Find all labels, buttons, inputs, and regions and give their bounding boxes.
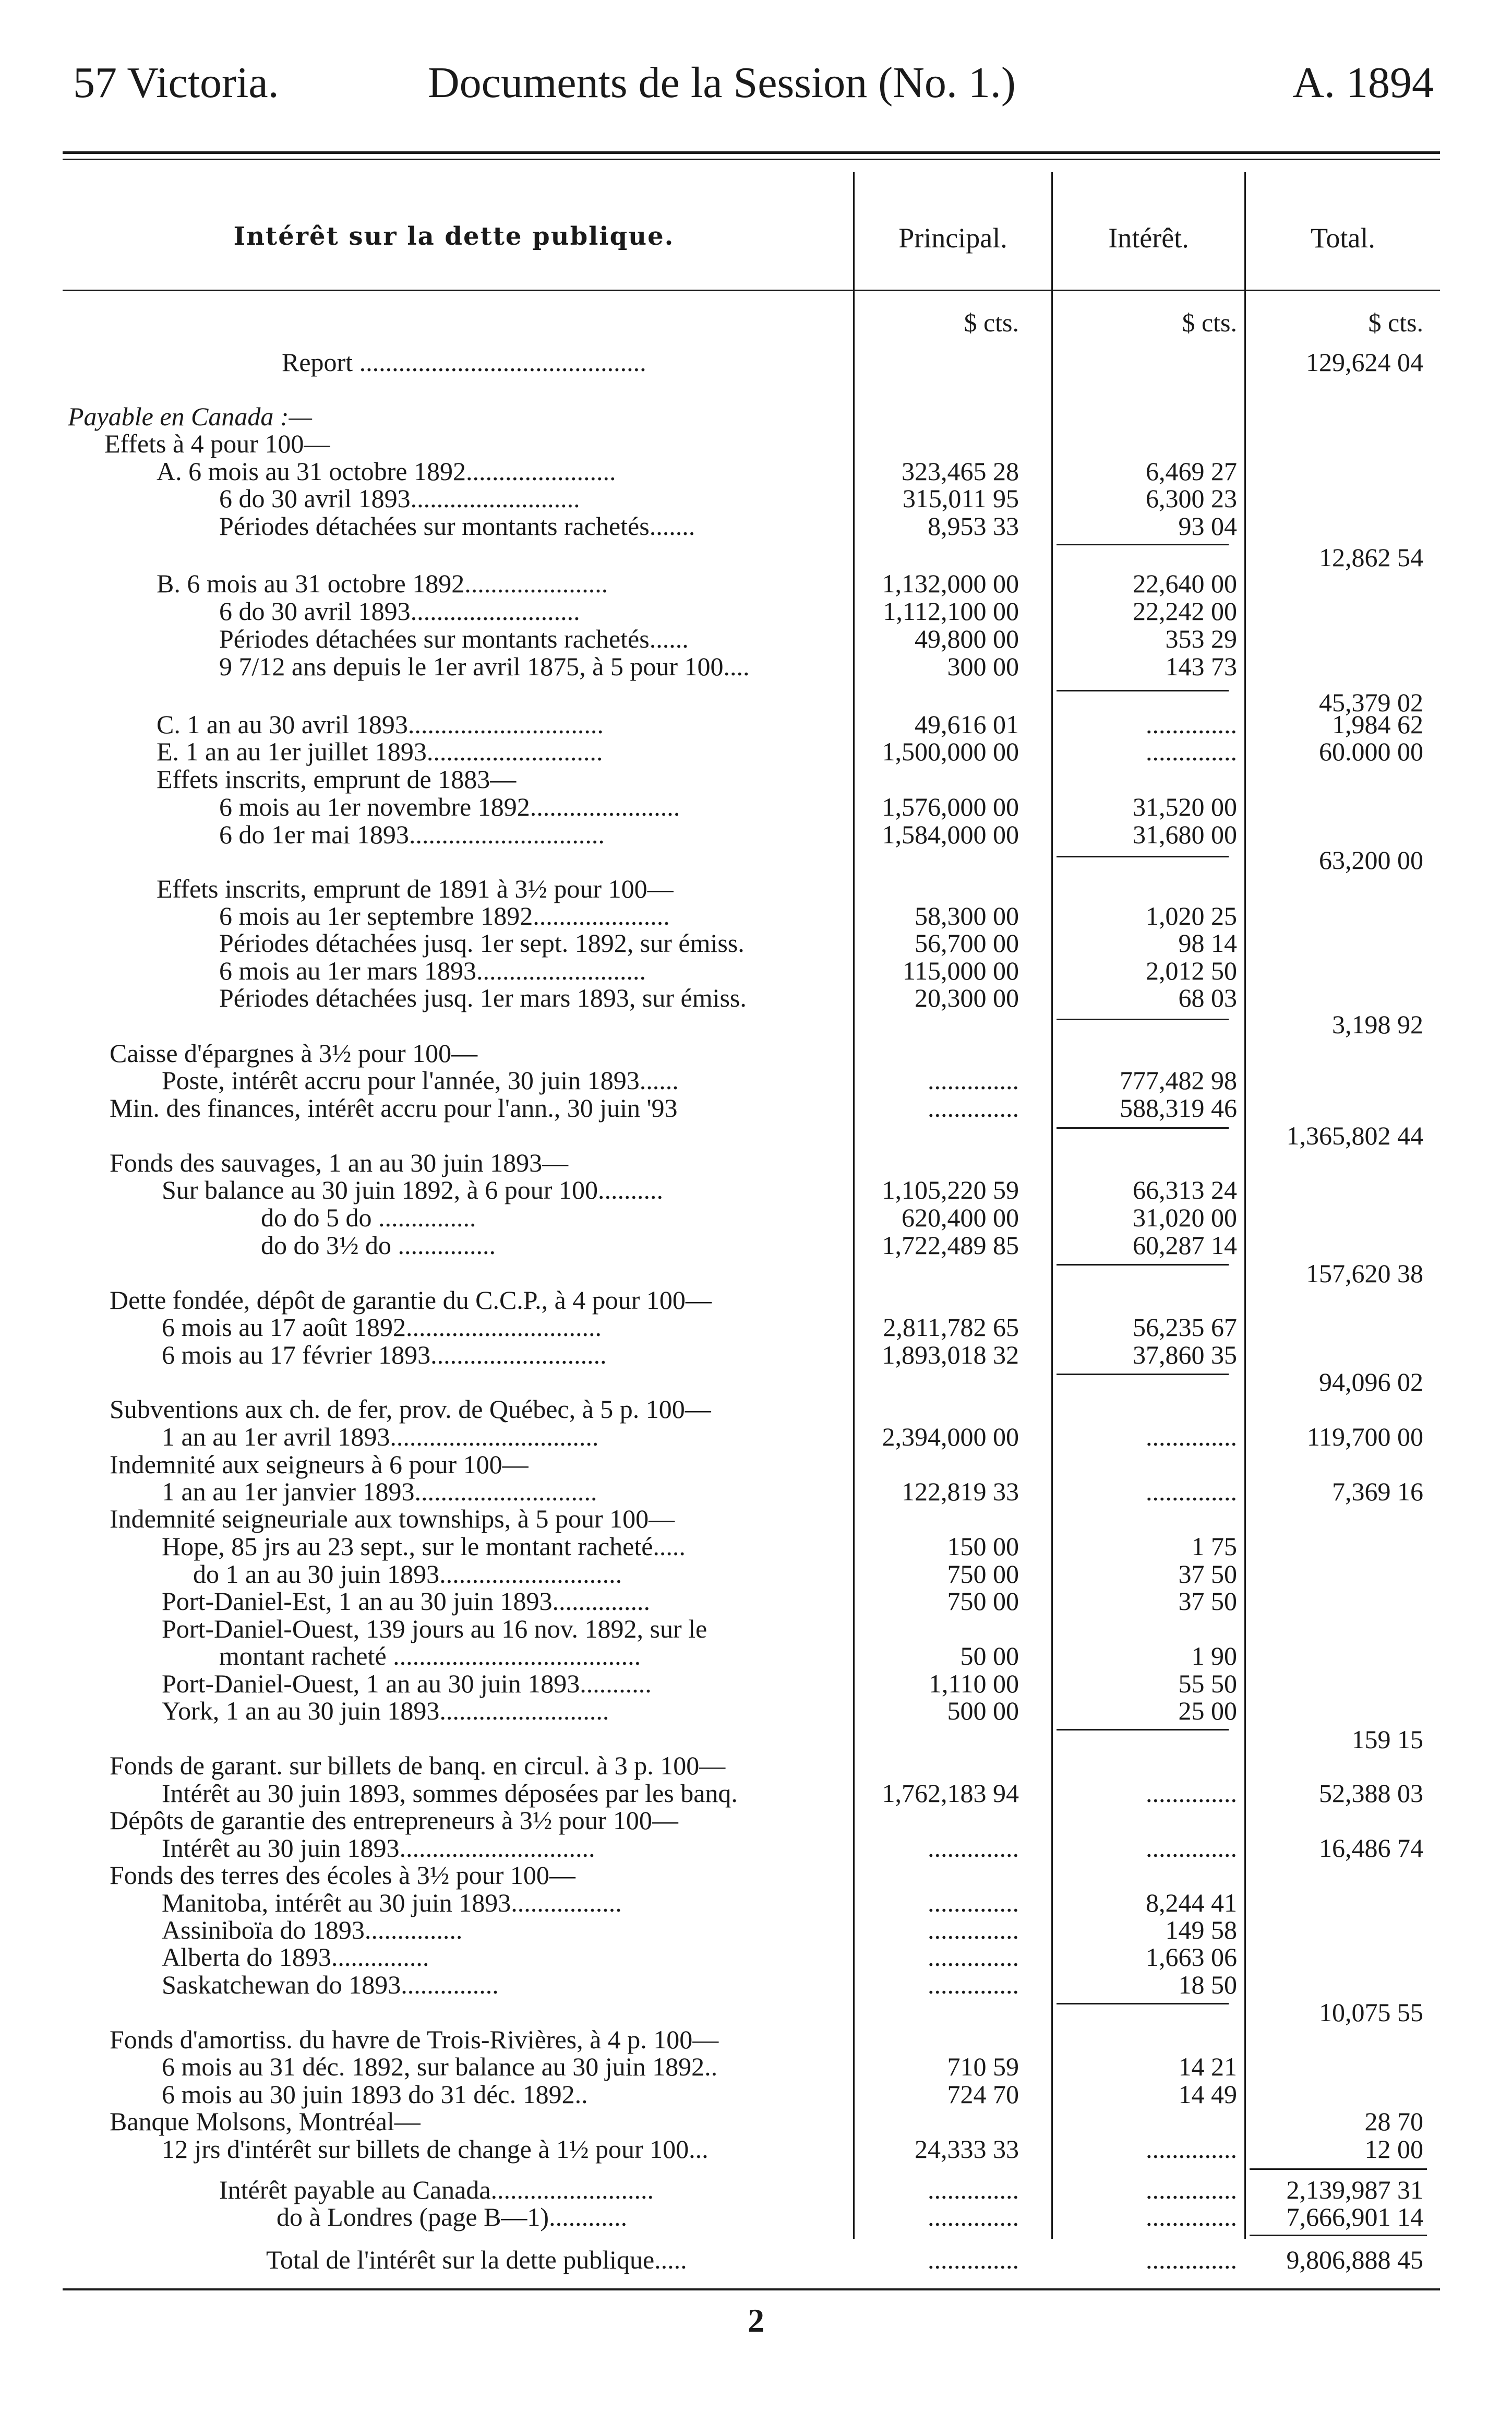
row-total: 7,666,901 14	[1286, 2202, 1423, 2231]
row-interet: 2,012 50	[1146, 956, 1237, 985]
row-interet: 31,020 00	[1133, 1203, 1237, 1232]
table-row	[0, 1259, 1512, 1288]
table-row	[0, 429, 1512, 458]
row-label: Alberta do 1893...............	[162, 1942, 429, 1972]
header-left: 57 Victoria.	[73, 58, 279, 107]
row-principal: 49,800 00	[915, 624, 1019, 653]
table-row	[0, 792, 1512, 821]
row-label: Report ............................................	[282, 348, 646, 377]
row-interet: 56,235 67	[1133, 1312, 1237, 1342]
table-row	[0, 596, 1512, 626]
unit-interet: $ cts.	[1182, 308, 1237, 337]
row-label: Indemnité aux seigneurs à 6 pour 100—	[110, 1450, 529, 1479]
row-principal: 8,953 33	[928, 511, 1019, 541]
row-total: 159 15	[1351, 1725, 1423, 1754]
row-interet: ..............	[1146, 1477, 1237, 1506]
row-label: Payable en Canada :—	[68, 402, 312, 431]
row-principal: 1,893,018 32	[882, 1340, 1019, 1369]
row-label: Périodes détachées sur montants rachetés......	[219, 624, 689, 653]
row-interet: 14 49	[1178, 2080, 1237, 2109]
row-total: 3,198 92	[1332, 1010, 1423, 1039]
row-label: Saskatchewan do 1893...............	[162, 1970, 499, 1999]
row-interet: 37 50	[1178, 1559, 1237, 1589]
table-row	[0, 765, 1512, 794]
row-interet: 93 04	[1178, 511, 1237, 541]
row-label: do 1 an au 30 juin 1893............................	[193, 1559, 622, 1589]
row-principal: 1,722,489 85	[882, 1231, 1019, 1260]
row-label: Intérêt payable au Canada.........................	[219, 2175, 654, 2204]
row-principal: 710 59	[947, 2052, 1019, 2081]
row-interet: ..............	[1146, 737, 1237, 766]
row-principal: 323,465 28	[902, 457, 1019, 486]
table-row	[0, 2052, 1512, 2081]
row-interet: 353 29	[1165, 624, 1237, 653]
row-principal: 49,616 01	[915, 710, 1019, 739]
row-total: 1,984 62	[1332, 710, 1423, 739]
table-row	[0, 1340, 1512, 1369]
row-interet: 1 75	[1191, 1532, 1237, 1561]
table-row	[0, 1285, 1512, 1315]
table-row	[0, 1532, 1512, 1561]
table-row	[0, 1725, 1512, 1754]
table-row	[0, 1669, 1512, 1698]
header-rule-top	[63, 151, 1440, 154]
row-label: E. 1 an au 1er juillet 1893...........................	[157, 737, 603, 766]
row-principal: 1,112,100 00	[883, 596, 1019, 626]
row-principal: 1,584,000 00	[882, 820, 1019, 849]
table-row	[0, 901, 1512, 930]
row-principal: 150 00	[947, 1532, 1019, 1561]
row-principal: 620,400 00	[902, 1203, 1019, 1232]
row-interet: 8,244 41	[1146, 1888, 1237, 1917]
table-row	[0, 2080, 1512, 2109]
table-title: Intérêt sur la dette publique.	[233, 222, 675, 251]
table-row	[0, 1039, 1512, 1068]
row-label: 1 an au 1er avril 1893................................	[162, 1422, 599, 1451]
row-label: Poste, intérêt accru pour l'année, 30 juin 1893......	[162, 1066, 679, 1095]
row-principal: ..............	[928, 1942, 1019, 1972]
table-row	[0, 2134, 1512, 2164]
row-principal: 1,110 00	[928, 1669, 1019, 1698]
row-label: Dépôts de garantie des entrepreneurs à 3½ pour 100—	[110, 1806, 678, 1835]
table-row	[0, 1641, 1512, 1670]
row-label: do à Londres (page B—1)............	[277, 2202, 628, 2231]
table-row	[0, 1504, 1512, 1533]
row-principal: ..............	[928, 2175, 1019, 2204]
row-principal: 115,000 00	[902, 956, 1019, 985]
row-total: 157,620 38	[1306, 1259, 1423, 1288]
row-principal: 1,105,220 59	[882, 1175, 1019, 1204]
header-rule-bottom	[63, 159, 1440, 160]
column-header-rule	[63, 290, 1440, 291]
table-row	[0, 457, 1512, 486]
row-interet: ..............	[1146, 2202, 1237, 2231]
row-label: A. 6 mois au 31 octobre 1892.......................	[157, 457, 616, 486]
row-label: Fonds d'amortiss. du havre de Trois-Rivières, à 4 p. 100—	[110, 2025, 719, 2054]
row-total: 28 70	[1364, 2107, 1423, 2136]
table-row	[0, 1942, 1512, 1972]
table-row	[0, 737, 1512, 766]
row-total: 52,388 03	[1319, 1779, 1423, 1808]
row-label: 6 do 30 avril 1893..........................	[219, 484, 580, 513]
row-label: 6 mois au 1er septembre 1892.....................	[219, 901, 670, 930]
row-total: 9,806,888 45	[1286, 2245, 1423, 2274]
table-row	[0, 1422, 1512, 1451]
row-label: Périodes détachées sur montants rachetés.......	[219, 511, 695, 541]
row-principal: 500 00	[947, 1696, 1019, 1725]
column-header-principal: Principal.	[898, 222, 1007, 254]
table-row	[0, 2107, 1512, 2136]
row-label: montant racheté ......................................	[219, 1641, 641, 1670]
row-label: Port-Daniel-Ouest, 1 an au 30 juin 1893...........	[162, 1669, 652, 1698]
row-total: 119,700 00	[1306, 1422, 1423, 1451]
table-row	[0, 402, 1512, 431]
row-label: do do 3½ do ...............	[261, 1231, 496, 1260]
row-interet: ..............	[1146, 2245, 1237, 2274]
table-row	[0, 1148, 1512, 1177]
table-row	[0, 928, 1512, 958]
row-principal: ..............	[928, 2202, 1019, 2231]
column-header-interet: Intérêt.	[1108, 222, 1189, 254]
table-row	[0, 1066, 1512, 1095]
row-label: B. 6 mois au 31 octobre 1892......................	[157, 569, 608, 598]
row-label: 9 7/12 ans depuis le 1er avril 1875, à 5 pour 100....	[219, 652, 750, 681]
row-label: Hope, 85 jrs au 23 sept., sur le montant racheté.....	[162, 1532, 686, 1561]
row-label: do do 5 do ...............	[261, 1203, 476, 1232]
row-principal: ..............	[928, 2245, 1019, 2274]
row-interet: ..............	[1146, 1833, 1237, 1863]
table-row	[0, 1477, 1512, 1506]
row-interet: 1,020 25	[1146, 901, 1237, 930]
row-interet: 68 03	[1178, 983, 1237, 1012]
row-label: Subventions aux ch. de fer, prov. de Québec, à 5 p. 100—	[110, 1394, 711, 1424]
row-total: 1,365,802 44	[1286, 1121, 1423, 1150]
table-row	[0, 1450, 1512, 1479]
bottom-rule	[63, 2288, 1440, 2290]
row-interet: 6,469 27	[1146, 457, 1237, 486]
row-principal: ..............	[928, 1833, 1019, 1863]
row-label: Fonds des terres des écoles à 3½ pour 100—	[110, 1860, 575, 1890]
row-label: Min. des finances, intérêt accru pour l'ann., 30 juin '93	[110, 1093, 678, 1123]
row-total: 7,369 16	[1332, 1477, 1423, 1506]
table-row	[0, 1367, 1512, 1397]
row-interet: 588,319 46	[1120, 1093, 1237, 1123]
table-row	[0, 1779, 1512, 1808]
table-row	[0, 1806, 1512, 1835]
row-label: 1 an au 1er janvier 1893............................	[162, 1477, 597, 1506]
row-interet: ..............	[1146, 2134, 1237, 2164]
table-row	[0, 2025, 1512, 2054]
row-principal: 1,762,183 94	[882, 1779, 1019, 1808]
page-number: 2	[748, 2302, 764, 2339]
row-total: 63,200 00	[1319, 845, 1423, 875]
table-row	[0, 652, 1512, 681]
header-right: A. 1894	[1292, 58, 1434, 107]
row-label: 6 mois au 17 août 1892..............................	[162, 1312, 602, 1342]
row-interet: 98 14	[1178, 928, 1237, 958]
row-principal: 122,819 33	[902, 1477, 1019, 1506]
row-total: 129,624 04	[1306, 348, 1423, 377]
table-row	[0, 2202, 1512, 2231]
row-label: Périodes détachées jusq. 1er mars 1893, sur émiss.	[219, 983, 747, 1012]
row-label: Effets inscrits, emprunt de 1883—	[157, 765, 517, 794]
row-label: Dette fondée, dépôt de garantie du C.C.P., à 4 pour 100—	[110, 1285, 712, 1315]
table-row	[0, 484, 1512, 513]
row-interet: 22,640 00	[1133, 569, 1237, 598]
table-row	[0, 1860, 1512, 1890]
row-label: 6 do 30 avril 1893..........................	[219, 596, 580, 626]
row-interet: 31,680 00	[1133, 820, 1237, 849]
table-row	[0, 348, 1512, 377]
row-principal: 1,576,000 00	[882, 792, 1019, 821]
row-label: Assiniboïa do 1893...............	[162, 1915, 463, 1944]
row-total: 16,486 74	[1319, 1833, 1423, 1863]
row-principal: 1,500,000 00	[882, 737, 1019, 766]
row-interet: 31,520 00	[1133, 792, 1237, 821]
row-interet: 66,313 24	[1133, 1175, 1237, 1204]
row-label: 6 mois au 17 février 1893...........................	[162, 1340, 607, 1369]
row-label: Intérêt au 30 juin 1893, sommes déposées par les banq.	[162, 1779, 738, 1808]
row-label: Caisse d'épargnes à 3½ pour 100—	[110, 1039, 478, 1068]
row-principal: ..............	[928, 1915, 1019, 1944]
table-row	[0, 1010, 1512, 1039]
table-row	[0, 1093, 1512, 1123]
row-interet: 18 50	[1178, 1970, 1237, 1999]
row-interet: 149 58	[1165, 1915, 1237, 1944]
row-interet: 6,300 23	[1146, 484, 1237, 513]
row-label: Manitoba, intérêt au 30 juin 1893.................	[162, 1888, 622, 1917]
table-row	[0, 2245, 1512, 2274]
row-label: Intérêt au 30 juin 1893..............................	[162, 1833, 595, 1863]
row-interet: 1 90	[1191, 1641, 1237, 1670]
table-row	[0, 624, 1512, 653]
row-interet: 37 50	[1178, 1586, 1237, 1616]
row-label: Banque Molsons, Montréal—	[110, 2107, 421, 2136]
row-label: Total de l'intérêt sur la dette publique.....	[266, 2245, 687, 2274]
table-row	[0, 1312, 1512, 1342]
row-principal: 2,394,000 00	[882, 1422, 1019, 1451]
row-principal: ..............	[928, 1093, 1019, 1123]
row-interet: 14 21	[1178, 2052, 1237, 2081]
row-interet: ..............	[1146, 1779, 1237, 1808]
column-header-total: Total.	[1311, 222, 1375, 254]
table-row	[0, 1696, 1512, 1725]
row-interet: 37,860 35	[1133, 1340, 1237, 1369]
table-row	[0, 1751, 1512, 1780]
row-interet: ..............	[1146, 1422, 1237, 1451]
row-interet: 22,242 00	[1133, 596, 1237, 626]
unit-principal: $ cts.	[964, 308, 1019, 337]
row-label: 6 mois au 31 déc. 1892, sur balance au 30 juin 1892..	[162, 2052, 718, 2081]
table-row	[0, 543, 1512, 572]
row-label: Périodes détachées jusq. 1er sept. 1892, sur émiss.	[219, 928, 745, 958]
row-principal: 724 70	[947, 2080, 1019, 2109]
row-principal: ..............	[928, 1970, 1019, 1999]
row-interet: ..............	[1146, 710, 1237, 739]
row-interet: 1,663 06	[1146, 1942, 1237, 1972]
row-principal: 750 00	[947, 1559, 1019, 1589]
row-label: Effets inscrits, emprunt de 1891 à 3½ pour 100—	[157, 874, 674, 903]
table-row	[0, 845, 1512, 875]
table-row	[0, 1998, 1512, 2027]
row-principal: ..............	[928, 1888, 1019, 1917]
row-interet: 25 00	[1178, 1696, 1237, 1725]
row-interet: ..............	[1146, 2175, 1237, 2204]
row-label: Port-Daniel-Est, 1 an au 30 juin 1893...............	[162, 1586, 650, 1616]
row-principal: 50 00	[960, 1641, 1019, 1670]
table-row	[0, 2175, 1512, 2204]
table-row	[0, 1970, 1512, 1999]
units-row	[0, 308, 1512, 337]
table-row	[0, 874, 1512, 903]
row-principal: 300 00	[947, 652, 1019, 681]
row-label: 6 mois au 1er mars 1893..........................	[219, 956, 646, 985]
row-principal: 1,132,000 00	[882, 569, 1019, 598]
row-label: Fonds des sauvages, 1 an au 30 juin 1893—	[110, 1148, 569, 1177]
table-row	[0, 1203, 1512, 1232]
row-label: Port-Daniel-Ouest, 139 jours au 16 nov. 1892, sur le	[162, 1614, 707, 1643]
row-principal: 24,333 33	[915, 2134, 1019, 2164]
row-total: 60.000 00	[1319, 737, 1423, 766]
row-label: 6 mois au 1er novembre 1892.......................	[219, 792, 680, 821]
row-interet: 55 50	[1178, 1669, 1237, 1698]
row-label: Sur balance au 30 juin 1892, à 6 pour 100..........	[162, 1175, 663, 1204]
table-row	[0, 569, 1512, 598]
row-principal: 2,811,782 65	[883, 1312, 1019, 1342]
table-row	[0, 1559, 1512, 1589]
row-label: C. 1 an au 30 avril 1893..............................	[157, 710, 604, 739]
table-row	[0, 983, 1512, 1012]
table-row	[0, 1614, 1512, 1643]
row-principal: 20,300 00	[915, 983, 1019, 1012]
unit-total: $ cts.	[1368, 308, 1423, 337]
table-row	[0, 1586, 1512, 1616]
total-rule	[1250, 2168, 1427, 2170]
table-row	[0, 1121, 1512, 1150]
row-principal: 750 00	[947, 1586, 1019, 1616]
row-total: 10,075 55	[1319, 1998, 1423, 2027]
row-principal: 58,300 00	[915, 901, 1019, 930]
table-row	[0, 710, 1512, 739]
table-row	[0, 956, 1512, 985]
row-label: York, 1 an au 30 juin 1893..........................	[162, 1696, 609, 1725]
table-row	[0, 1833, 1512, 1863]
row-total: 45,379 02	[1319, 688, 1423, 717]
table-row	[0, 820, 1512, 849]
table-row	[0, 1394, 1512, 1424]
table-row	[0, 1231, 1512, 1260]
row-interet: 143 73	[1165, 652, 1237, 681]
row-principal: ..............	[928, 1066, 1019, 1095]
table-row	[0, 1915, 1512, 1944]
row-label: 12 jrs d'intérêt sur billets de change à 1½ pour 100...	[162, 2134, 709, 2164]
header-center: Documents de la Session (No. 1.)	[428, 58, 1016, 107]
row-total: 12,862 54	[1319, 543, 1423, 572]
row-interet: 60,287 14	[1133, 1231, 1237, 1260]
row-label: 6 mois au 30 juin 1893 do 31 déc. 1892..	[162, 2080, 588, 2109]
row-principal: 315,011 95	[902, 484, 1019, 513]
grand-total-rule	[1250, 2235, 1427, 2236]
row-label: Fonds de garant. sur billets de banq. en circul. à 3 p. 100—	[110, 1751, 726, 1780]
table-row	[0, 1888, 1512, 1917]
row-label: Effets à 4 pour 100—	[104, 429, 330, 458]
row-label: Indemnité seigneuriale aux townships, à 5 pour 100—	[110, 1504, 675, 1533]
table-row	[0, 511, 1512, 541]
row-principal: 56,700 00	[915, 928, 1019, 958]
row-label: 6 do 1er mai 1893..............................	[219, 820, 605, 849]
table-row	[0, 1175, 1512, 1204]
row-interet: 777,482 98	[1120, 1066, 1237, 1095]
row-total: 12 00	[1364, 2134, 1423, 2164]
row-total: 94,096 02	[1319, 1367, 1423, 1397]
row-total: 2,139,987 31	[1286, 2175, 1423, 2204]
